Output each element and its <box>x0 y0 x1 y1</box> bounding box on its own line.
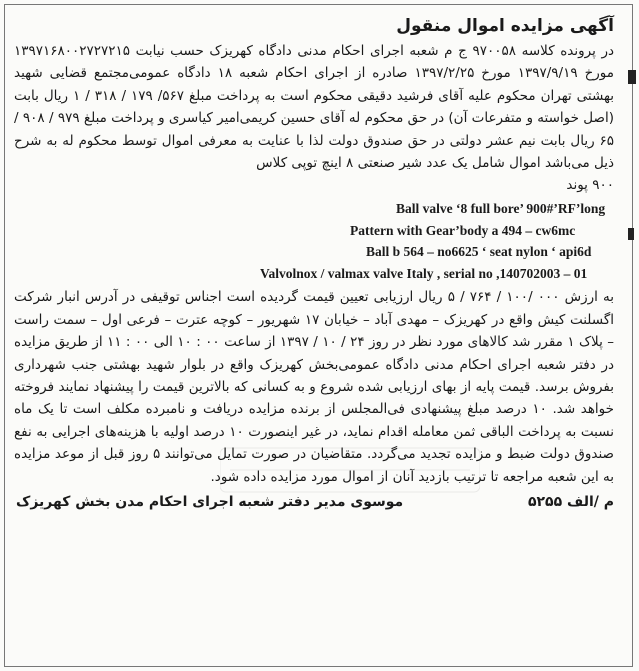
margin-marker-middle <box>628 228 634 240</box>
margin-marker-top <box>628 70 636 84</box>
ad-paragraph-2: به ارزش ۰۰۰ /۱۰۰ / ۷۶۴ / ۵ ریال ارزیابی تعیین قیمت گردیده است اجناس توقیفی در آدرس انبار شرکت اگسلنت کیش واقع در کهریزک – مهدی آباد – خیابان ۱۷ شهریور – کوچه عترت – فرعی اول – سمت راست – پلاک ۱ مقرر شد کالاهای مورد نظر در روز ۲۴ / ۱۰ / ۱۳۹۷ از ساعت ۰۰ : ۱۰ الی ۰۰ : ۱۱ از طریق مزایده در دفتر شعبه اجرای احکام مدنی دادگاه عمومی‌بخش کهریزک واقع در بلوار شهید بهشتی جنب شهرداری بفروش برسد. قیمت پایه از بهای ارزیابی شده شروع و به کسانی که بالاترین قیمت را پیشنهاد نمایند فروخته خواهد شد. ۱۰ درصد مبلغ پیشنهادی فی‌المجلس از برنده مزایده دریافت و نامبرده مکلف است تا یک ماه نسبت به پرداخت الباقی ثمن معامله اقدام نماید، در غیر اینصورت ۱۰ درصد اولیه با هزینه‌های اجرایی به نفع صندوق دولت ضبط و مزایده تجدید می‌گردد. متقاضیان در صورت تمایل می‌توانند ۵ روز قبل از موعد مزایده به این شعبه مراجعه تا ترتیب بازدید آنان از اموال مورد مزایده داده شود. <box>14 289 615 485</box>
spec-line-2: Pattern with Gear’body a 494 – cw6mc <box>350 222 576 238</box>
signature: موسوی مدیر دفتر شعبه اجرای احکام مدن بخش کهریزک <box>16 494 404 511</box>
ad-paragraph-1-tail: ۹۰۰ پوند <box>566 177 614 194</box>
ad-title: آگهی مزایده اموال منقول <box>396 16 614 36</box>
spec-line-3: Ball b 564 – no6625 ‘ seat nylon ‘ api6d <box>366 244 592 260</box>
ad-content <box>14 14 614 513</box>
spec-line-1: Ball valve ‘8 full bore’ 900#’RF’long <box>396 201 606 217</box>
ad-paragraph-1: در پرونده کلاسه ۹۷۰۰۵۸ ج م شعبه اجرای احکام مدنی دادگاه کهریزک حسب نیابت ۱۳۹۷۱۶۸۰۰۲۷۲۷۲۱۵ مورخ ۱۳۹۷/۹/۱۹ مورخ ۱۳۹۷/۲/۲۵ صادره از اجرای احکام شعبه ۱۸ دادگاه عمومی‌مجتمع قضایی شهید بهشتی تهران محکوم علیه آقای فرشید دقیقی محکوم است به پرداخت مبلغ ۵۶۷/ ۱۷۹ / ۳۱۸ / ۱ ریال بابت (اصل خواسته و متفرعات آن) در حق محکوم له آقای حسین کریمی‌امیر کیاسری و پرداخت مبلغ ۹۷۹ / ۹۰۸ / ۶۵ ریال بابت نیم عشر دولتی در حق صندوق دولت لذا با عنایت به معرفی اموال توسط محکوم له به شرح ذیل می‌باشد اموال شامل یک عدد شیر صنعتی ۸ اینچ توپی کلاس <box>14 43 615 172</box>
ad-footer <box>14 491 614 513</box>
reference-number: م /الف ۵۲۵۵ <box>527 494 614 511</box>
spec-line-4: Valvolnox / valmax valve Italy , serial no ,140702003 – 01 <box>260 265 588 281</box>
